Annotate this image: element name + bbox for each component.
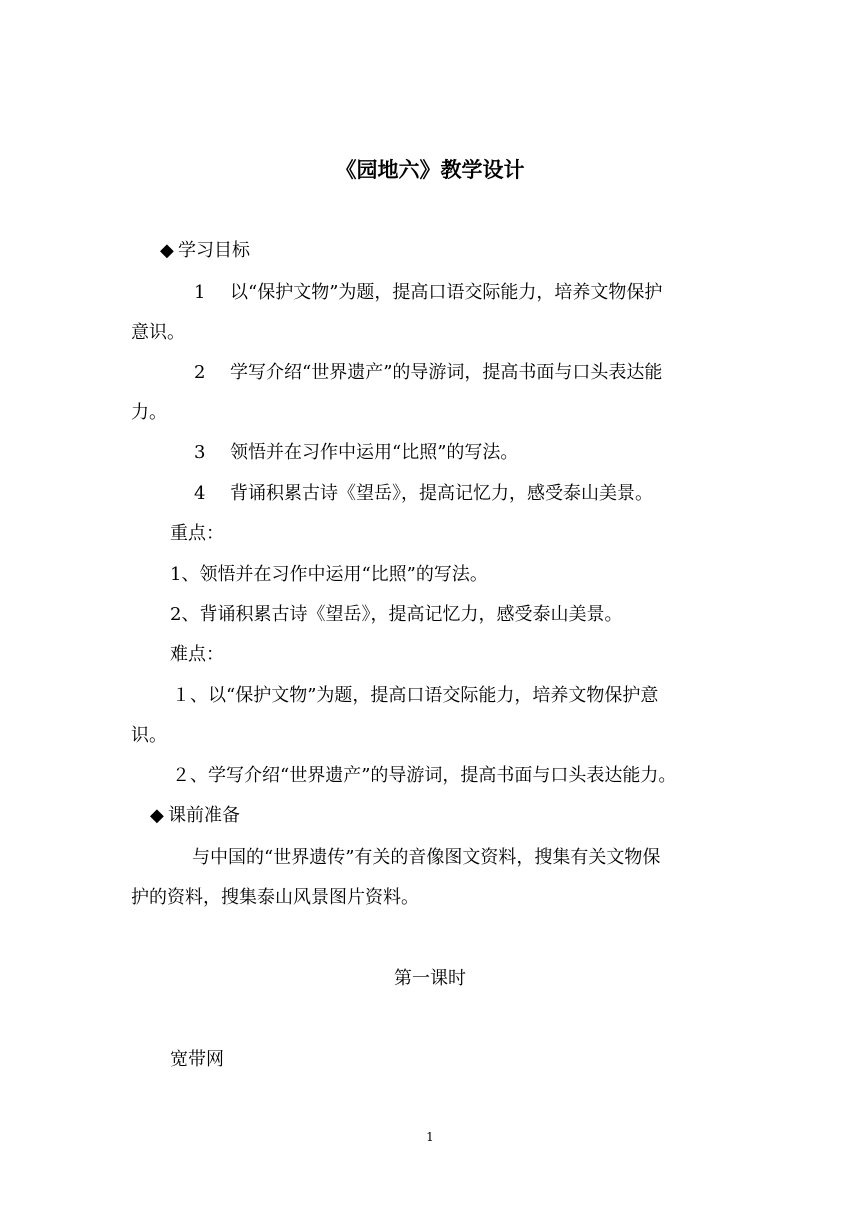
key-point-item-1: 1、领悟并在习作中运用“比照”的写法。	[170, 564, 488, 585]
goal-item-number: 4	[194, 483, 206, 504]
goal-item-number: 2	[194, 362, 206, 383]
goal-item-text: 学写介绍“世界遗产”的导游词，提高书面与口头表达能	[230, 362, 663, 383]
goal-item-3	[194, 440, 518, 466]
goal-item-number: 1	[194, 282, 206, 303]
goal-item-text: 以“保护文物”为题，提高口语交际能力，培养文物保护	[230, 282, 663, 303]
lesson-title: 第一课时	[394, 968, 466, 989]
goals-heading	[160, 238, 250, 264]
difficulty-item-1-continuation: 识。	[131, 725, 167, 746]
diamond-bullet-icon: ◆	[150, 805, 164, 826]
goal-item-text: 领悟并在习作中运用“比照”的写法。	[230, 442, 519, 463]
goal-item-4	[194, 481, 653, 507]
goal-item-number: 3	[194, 442, 206, 463]
goals-heading-text: 学习目标	[178, 240, 250, 261]
goal-item-1	[194, 280, 662, 306]
key-point-item-2: 2、背诵积累古诗《望岳》，提高记忆力，感受泰山美景。	[170, 604, 623, 625]
footer-text: 宽带网	[170, 1049, 224, 1070]
goal-item-text: 背诵积累古诗《望岳》，提高记忆力，感受泰山美景。	[230, 483, 653, 504]
difficulty-item-1: １、以“保护文物”为题，提高口语交际能力，培养文物保护意	[172, 685, 659, 706]
preparation-heading-text: 课前准备	[168, 805, 240, 826]
preparation-text-continuation: 护的资料，搜集泰山风景图片资料。	[131, 887, 419, 908]
document-title: 《园地六》教学设计	[335, 158, 525, 182]
preparation-text: 与中国的“世界遗传”有关的音像图文资料，搜集有关文物保	[192, 847, 661, 868]
goal-item-2	[194, 360, 662, 386]
key-points-heading: 重点：	[170, 523, 224, 544]
goal-item-2-continuation: 力。	[131, 402, 167, 423]
preparation-heading	[150, 803, 240, 829]
goal-item-1-continuation: 意识。	[131, 322, 185, 343]
page-number: 1	[426, 1130, 434, 1144]
difficulty-item-2: ２、学写介绍“世界遗产”的导游词，提高书面与口头表达能力。	[172, 765, 677, 786]
diamond-bullet-icon: ◆	[160, 240, 174, 261]
difficulties-heading: 难点：	[170, 644, 224, 665]
